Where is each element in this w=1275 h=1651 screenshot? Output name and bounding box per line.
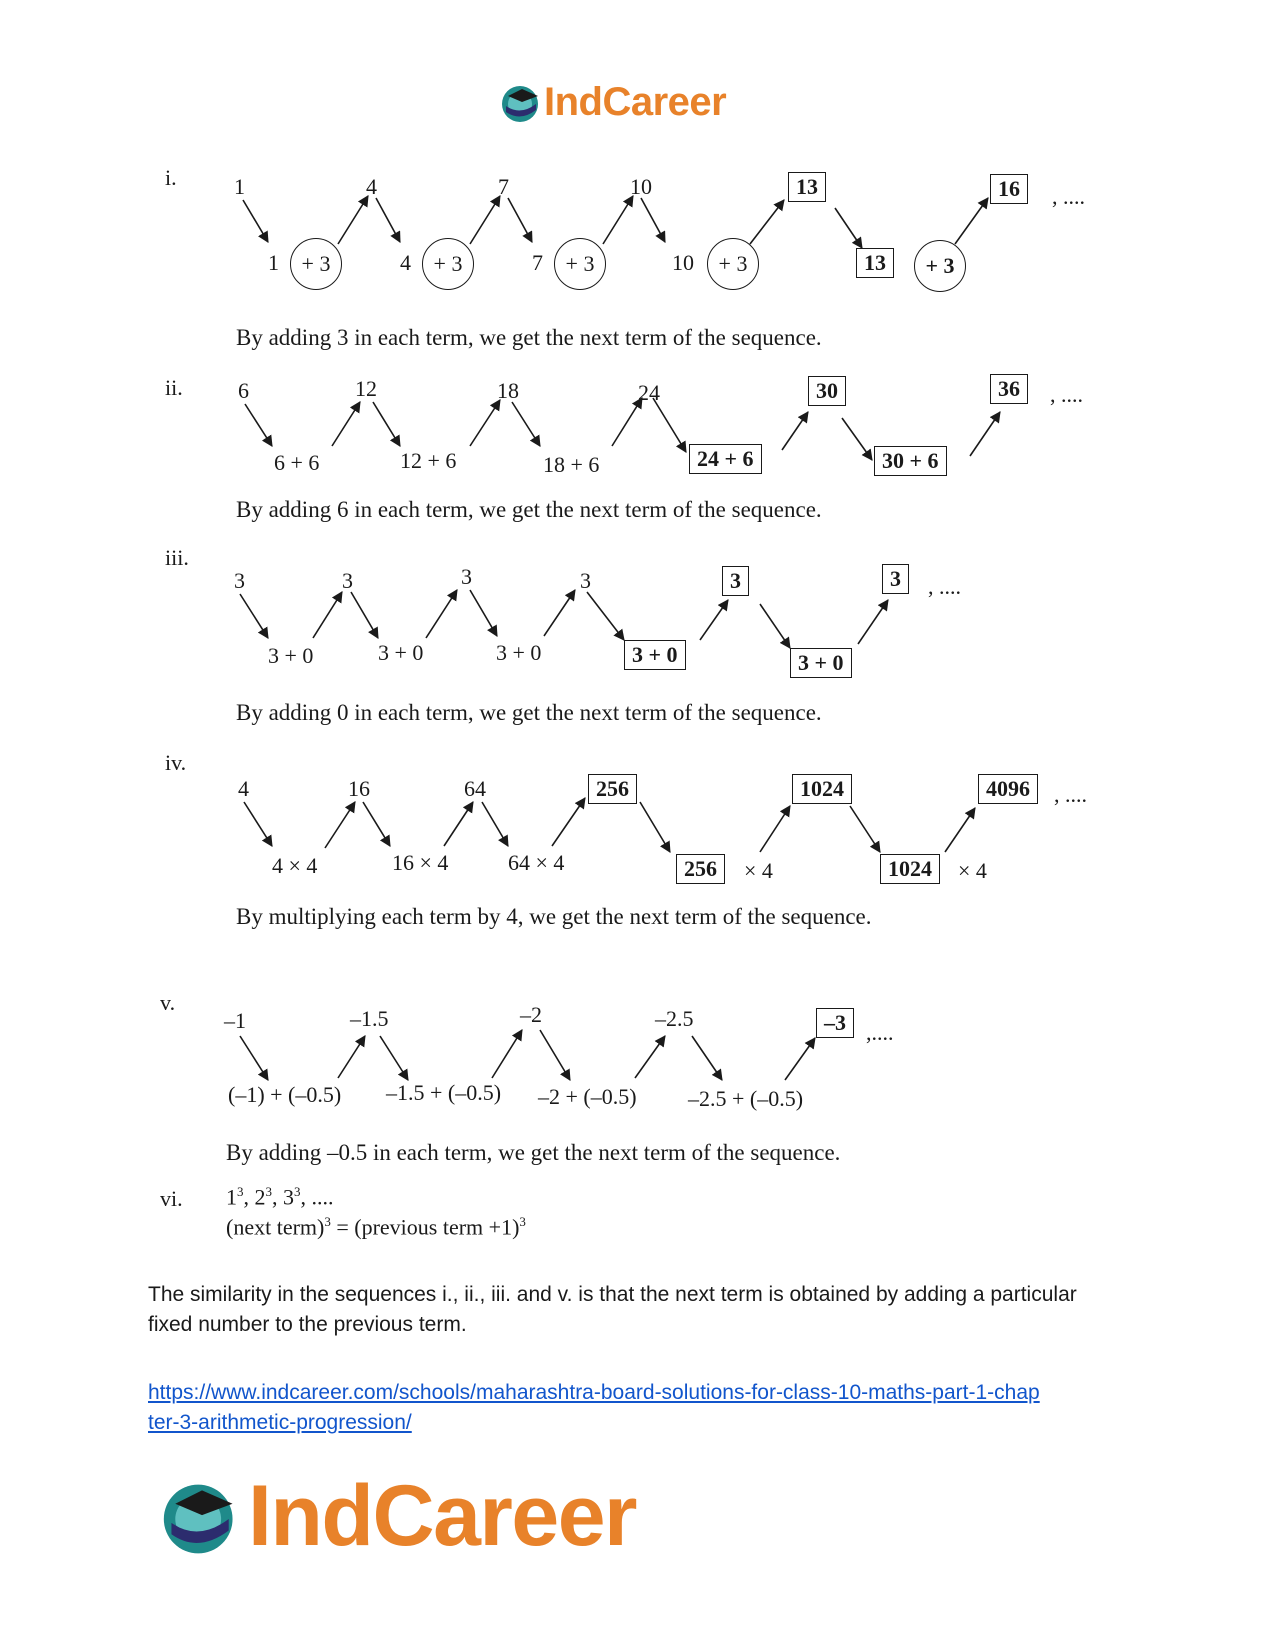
seq-ii-explanation: By adding 6 in each term, we get the next term of the sequence. xyxy=(236,497,822,522)
seq-iii-top-term: 3 xyxy=(234,568,245,593)
seq-vi-ellipsis: .... xyxy=(311,1184,334,1210)
seq-v-top-term: –2.5 xyxy=(655,1006,694,1031)
seq-iv-explanation: By multiplying each term by 4, we get the next term of the sequence. xyxy=(236,904,872,929)
seq-i-explanation: By adding 3 in each term, we get the next term of the sequence. xyxy=(236,325,822,350)
seq-i-op-circle: + 3 xyxy=(554,238,606,290)
seq-vi-exponent: 3 xyxy=(519,1214,526,1229)
seq-v-top-term: –1.5 xyxy=(350,1006,389,1031)
seq-iii-top-term: 3 xyxy=(461,564,472,589)
seq-i-top-boxed-term: 16 xyxy=(990,174,1028,204)
seq-ii-top-boxed-term: 30 xyxy=(808,376,846,406)
seq-iv-top-boxed-term: 1024 xyxy=(792,774,852,804)
seq-i-top-term: 7 xyxy=(498,174,509,199)
seq-vi-formula-right: = (previous term +1) xyxy=(330,1214,520,1240)
seq-vi-exponent: 3 xyxy=(237,1184,244,1199)
seq-iv-bottom-term: 4 × 4 xyxy=(272,853,318,878)
seq-iv-bottom-suffix: × 4 xyxy=(958,858,987,883)
seq-v-top-term: –1 xyxy=(224,1008,246,1033)
seq-vi-term: 3 xyxy=(283,1184,294,1210)
seq-iii-top-boxed-term: 3 xyxy=(882,564,909,594)
seq-i-bottom-term: 1 xyxy=(268,250,279,275)
seq-ii-bottom-boxed-term: 24 + 6 xyxy=(689,444,762,474)
seq-iii-top-boxed-term: 3 xyxy=(722,566,749,596)
source-link-line-2[interactable]: ter-3-arithmetic-progression/ xyxy=(148,1411,412,1434)
seq-iv-bottom-boxed-term: 1024 xyxy=(880,854,940,884)
seq-i-top-boxed-term: 13 xyxy=(788,172,826,202)
seq-v-ellipsis: ,.... xyxy=(866,1020,894,1045)
seq-vi-formula xyxy=(226,1214,526,1240)
seq-ii-top-term: 18 xyxy=(497,378,519,403)
sequence-label-iii: iii. xyxy=(165,545,189,570)
seq-i-bottom-term: 10 xyxy=(672,250,694,275)
seq-v-explanation: By adding –0.5 in each term, we get the next term of the sequence. xyxy=(226,1140,841,1165)
seq-i-top-term: 10 xyxy=(630,174,652,199)
seq-iv-bottom-term: 16 × 4 xyxy=(392,850,449,875)
seq-iv-top-boxed-term: 4096 xyxy=(978,774,1038,804)
seq-i-bottom-term: 7 xyxy=(532,250,543,275)
seq-iii-bottom-boxed-term: 3 + 0 xyxy=(624,640,686,670)
seq-i-op-circle: + 3 xyxy=(707,238,759,290)
seq-iv-top-term: 4 xyxy=(238,776,249,801)
seq-i-op-circle: + 3 xyxy=(422,238,474,290)
seq-vi-exponent: 3 xyxy=(265,1184,272,1199)
sequence-label-vi: vi. xyxy=(160,1186,183,1211)
seq-i-bottom-term: 4 xyxy=(400,250,411,275)
sequence-label-iv: iv. xyxy=(165,750,187,775)
seq-iv-top-term: 16 xyxy=(348,776,370,801)
seq-i-ellipsis: , .... xyxy=(1052,184,1085,209)
seq-iii-top-term: 3 xyxy=(580,568,591,593)
seq-iv-top-term: 64 xyxy=(464,776,486,801)
seq-iii-bottom-term: 3 + 0 xyxy=(268,643,314,668)
source-link-line-1[interactable]: https://www.indcareer.com/schools/maharashtra-board-solutions-for-class-10-maths-part-1-chap xyxy=(148,1381,1040,1404)
seq-ii-bottom-term: 6 + 6 xyxy=(274,450,320,475)
seq-ii-ellipsis: , .... xyxy=(1050,382,1083,407)
seq-v-top-term: –2 xyxy=(520,1002,542,1027)
seq-ii-top-term: 12 xyxy=(355,376,377,401)
graduation-globe-icon xyxy=(500,82,544,126)
source-link[interactable] xyxy=(148,1378,1040,1438)
seq-i-op-circle: + 3 xyxy=(290,238,342,290)
seq-ii-top-term: 24 xyxy=(638,380,660,405)
header-logo-text: IndCareer xyxy=(544,80,727,124)
seq-iv-bottom-boxed-term: 256 xyxy=(676,854,725,884)
seq-v-bottom-term: –2 + (–0.5) xyxy=(538,1084,637,1109)
seq-v-bottom-term: (–1) + (–0.5) xyxy=(228,1082,342,1107)
seq-ii-top-boxed-term: 36 xyxy=(990,374,1028,404)
seq-iv-bottom-suffix: × 4 xyxy=(744,858,773,883)
seq-vi-terms: $1^3$, $2^3$, $3^3$, .... xyxy=(226,1184,334,1210)
seq-iii-top-term: 3 xyxy=(342,568,353,593)
seq-ii-bottom-boxed-term: 30 + 6 xyxy=(874,446,947,476)
seq-vi-formula-left: (next term) xyxy=(226,1214,325,1240)
sequence-label-ii: ii. xyxy=(165,375,183,400)
footer-logo xyxy=(160,1465,720,1575)
seq-iv-bottom-term: 64 × 4 xyxy=(508,850,565,875)
seq-v-top-boxed-term: –3 xyxy=(816,1008,854,1038)
seq-iii-bottom-boxed-term: 3 + 0 xyxy=(790,648,852,678)
seq-vi-term: 2 xyxy=(254,1184,266,1210)
seq-i-op-circle: + 3 xyxy=(914,240,966,292)
seq-iii-explanation: By adding 0 in each term, we get the next term of the sequence. xyxy=(236,700,822,725)
graduation-globe-icon xyxy=(160,1477,244,1561)
seq-vi-exponent: 3 xyxy=(324,1214,331,1229)
sequence-label-v: v. xyxy=(160,990,176,1015)
sequence-label-i: i. xyxy=(165,165,177,190)
seq-iv-ellipsis: , .... xyxy=(1054,782,1087,807)
seq-i-top-term: 1 xyxy=(234,174,245,199)
seq-v-bottom-term: –2.5 + (–0.5) xyxy=(688,1086,804,1111)
header-logo xyxy=(500,78,770,130)
seq-ii-top-term: 6 xyxy=(238,378,249,403)
conclusion-text: The similarity in the sequences i., ii., iii. and v. is that the next term is obtained by adding a particular fixed number to the previous term. xyxy=(148,1283,1077,1336)
seq-vi-exponent: 3 xyxy=(294,1184,301,1199)
footer-logo-text: IndCareer xyxy=(248,1468,636,1564)
seq-vi-term: 1 xyxy=(226,1184,237,1210)
seq-iii-ellipsis: , .... xyxy=(928,574,961,599)
seq-i-bottom-boxed-term: 13 xyxy=(856,248,894,278)
seq-v-bottom-term: –1.5 + (–0.5) xyxy=(386,1080,502,1105)
seq-i-top-term: 4 xyxy=(366,174,377,199)
seq-iii-bottom-term: 3 + 0 xyxy=(496,640,542,665)
seq-ii-bottom-term: 12 + 6 xyxy=(400,448,457,473)
seq-iii-bottom-term: 3 + 0 xyxy=(378,640,424,665)
seq-ii-bottom-term: 18 + 6 xyxy=(543,452,600,477)
seq-iv-top-boxed-term: 256 xyxy=(588,774,637,804)
